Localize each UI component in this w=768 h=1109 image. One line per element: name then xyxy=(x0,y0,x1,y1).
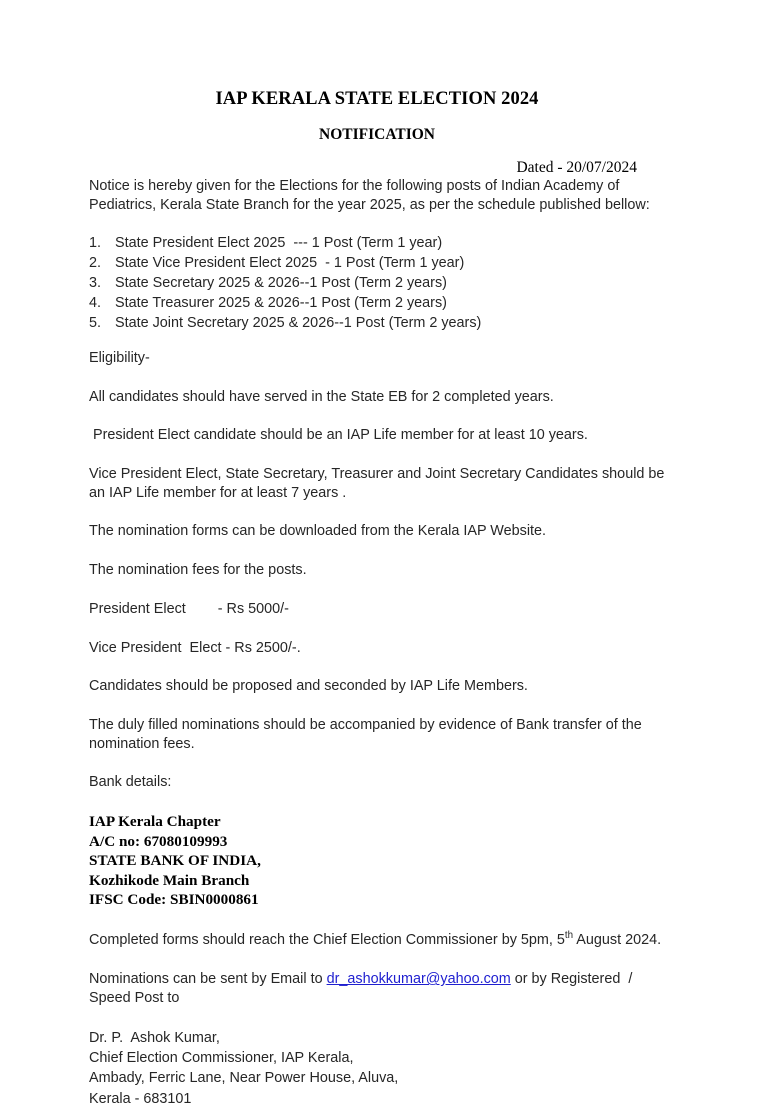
spacer xyxy=(89,1019,665,1028)
spacer xyxy=(89,552,665,561)
address-line-postal: Kerala - 683101 xyxy=(89,1090,192,1107)
fee-vice-president-elect: Vice President Elect - Rs 2500/-. xyxy=(89,639,301,656)
address-line-role: Chief Election Commissioner, IAP Kerala, xyxy=(89,1050,354,1067)
deadline-note xyxy=(89,931,665,950)
bank-account-name: IAP Kerala Chapter xyxy=(89,813,221,831)
intro-paragraph: Notice is hereby given for the Elections for the following posts of Indian Academy of Pediatrics, Kerala State Branch for the year 2025, as per the schedule published bellow: xyxy=(89,178,650,213)
bank-account-number: A/C no: 67080109993 xyxy=(89,832,228,850)
eligibility-rule-3: Vice President Elect, State Secretary, Treasurer and Joint Secretary Candidates should be an IAP Life member for at least 7 years . xyxy=(89,465,669,501)
list-item-number: 4. xyxy=(89,295,102,312)
list-item-label: State Joint Secretary 2025 & 2026--1 Post (Term 2 years) xyxy=(115,314,482,331)
spacer xyxy=(89,456,665,465)
spacer xyxy=(89,591,665,600)
spacer xyxy=(89,513,665,522)
spacer xyxy=(89,334,665,349)
address-line-street: Ambady, Ferric Lane, Near Power House, Aluva, xyxy=(89,1070,399,1087)
list-item xyxy=(89,294,665,314)
list-item-number: 3. xyxy=(89,275,102,292)
spacer xyxy=(89,630,665,639)
submission-suffix: or by Registered / Speed Post to xyxy=(89,971,637,1006)
date-line: Dated - 20/07/2024 xyxy=(516,159,637,176)
contact-address-block xyxy=(89,1028,665,1109)
bank-name: STATE BANK OF INDIA, xyxy=(89,852,261,870)
page-title: IAP KERALA STATE ELECTION 2024 xyxy=(215,89,539,109)
address-line-name: Dr. P. Ashok Kumar, xyxy=(89,1029,220,1046)
eligibility-rule-1: All candidates should have served in the State EB for 2 completed years. xyxy=(89,388,554,405)
document-body xyxy=(89,177,669,1109)
list-item xyxy=(89,254,665,274)
spacer xyxy=(89,668,665,677)
fee-president-elect: President Elect - Rs 5000/- xyxy=(89,600,289,617)
spacer xyxy=(89,707,665,716)
list-item xyxy=(89,234,665,254)
nomination-fees-heading: The nomination fees for the posts. xyxy=(89,562,307,579)
posts-list xyxy=(89,234,665,333)
nomination-forms-note: The nomination forms can be downloaded from the Kerala IAP Website. xyxy=(89,523,547,540)
submission-prefix: Nominations can be sent by Email to xyxy=(89,971,327,988)
proposer-seconder-note: Candidates should be proposed and seconded by IAP Life Members. xyxy=(89,678,528,695)
deadline-suffix: August 2024. xyxy=(573,932,662,949)
bank-transfer-note: The duly filled nominations should be accompanied by evidence of Bank transfer of the nomination fees. xyxy=(89,717,646,752)
spacer xyxy=(89,909,665,931)
spacer xyxy=(89,225,665,234)
list-item xyxy=(89,314,665,334)
list-item-number: 1. xyxy=(89,235,102,252)
spacer xyxy=(89,803,665,812)
eligibility-heading: Eligibility- xyxy=(89,349,150,366)
list-item-number: 2. xyxy=(89,255,102,272)
spacer xyxy=(89,961,665,970)
list-item-label: State Treasurer 2025 & 2026--1 Post (Term 2 years) xyxy=(115,295,447,312)
bank-details-block xyxy=(89,812,665,909)
submission-note xyxy=(89,970,665,1007)
spacer xyxy=(89,764,665,773)
list-item xyxy=(89,274,665,294)
email-link[interactable]: dr_ashokkumar@yahoo.com xyxy=(326,971,511,988)
bank-ifsc-code: IFSC Code: SBIN0000861 xyxy=(89,890,259,908)
deadline-prefix: Completed forms should reach the Chief Election Commissioner by 5pm, 5 xyxy=(89,932,565,949)
bank-branch: Kozhikode Main Branch xyxy=(89,871,250,889)
list-item-label: State Secretary 2025 & 2026--1 Post (Term 2 years) xyxy=(115,275,447,292)
list-item-label: State President Elect 2025 --- 1 Post (Term 1 year) xyxy=(115,235,443,252)
bank-details-heading: Bank details: xyxy=(89,774,172,791)
page-subtitle: NOTIFICATION xyxy=(319,126,435,143)
spacer xyxy=(89,379,665,388)
eligibility-rule-2: President Elect candidate should be an IAP Life member for at least 10 years. xyxy=(89,427,588,444)
list-item-number: 5. xyxy=(89,314,102,331)
deadline-ordinal-suffix: th xyxy=(564,930,574,942)
spacer xyxy=(89,417,665,426)
list-item-label: State Vice President Elect 2025 - 1 Post (Term 1 year) xyxy=(115,255,465,272)
